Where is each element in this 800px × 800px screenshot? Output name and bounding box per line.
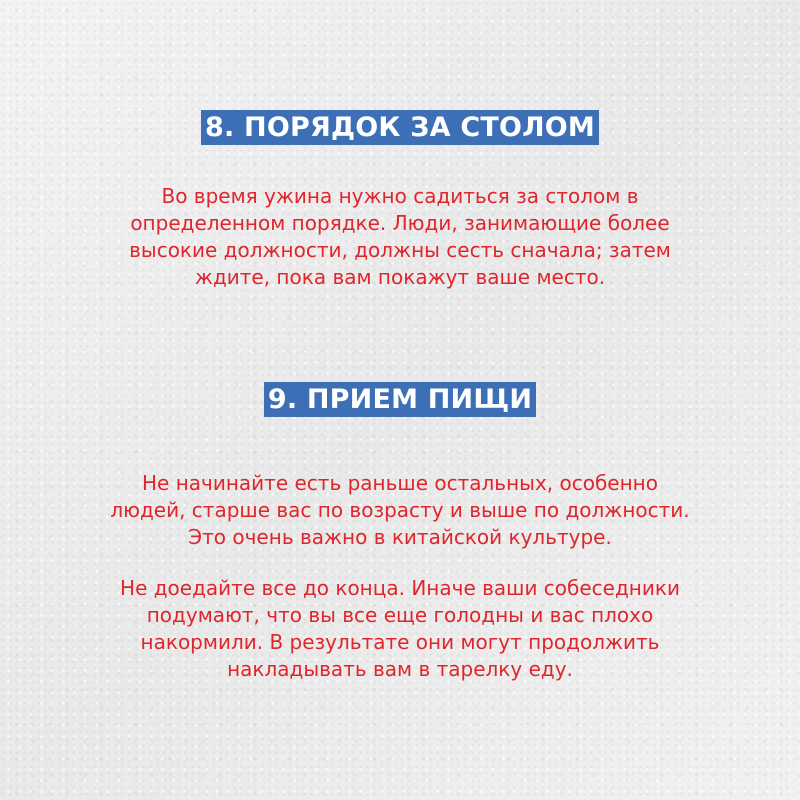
paragraph-line: накормили. В результате они могут продолжить	[140, 630, 660, 654]
paragraph-line: Не доедайте все до конца. Иначе ваши собеседники	[120, 576, 680, 600]
paragraph-line: ждите, пока вам покажут ваше место.	[194, 265, 606, 289]
paragraph-line: высокие должности, должны сесть сначала; затем	[129, 238, 671, 262]
paragraph-line: людей, старше вас по возрасту и выше по должности.	[110, 498, 690, 522]
section-8-heading-wrap	[0, 110, 800, 145]
paragraph-line: подумают, что вы все еще голодны и вас плохо	[146, 603, 654, 627]
paragraph-line: Во время ужина нужно садиться за столом в	[161, 184, 639, 208]
section-8-paragraph	[40, 183, 760, 291]
paragraph-line: Не начинайте есть раньше остальных, особенно	[142, 471, 658, 495]
section-9-heading-wrap	[0, 382, 800, 417]
paragraph-line: определенном порядке. Люди, занимающие более	[130, 211, 670, 235]
section-heading-eating: 9. ПРИЕМ ПИЩИ	[264, 382, 536, 417]
section-heading-seating-order: 8. ПОРЯДОК ЗА СТОЛОМ	[201, 110, 599, 145]
section-9-paragraph-2	[40, 575, 760, 683]
section-9-paragraph-1	[40, 470, 760, 551]
paragraph-line: Это очень важно в китайской культуре.	[188, 525, 612, 549]
paragraph-line: накладывать вам в тарелку еду.	[227, 657, 573, 681]
